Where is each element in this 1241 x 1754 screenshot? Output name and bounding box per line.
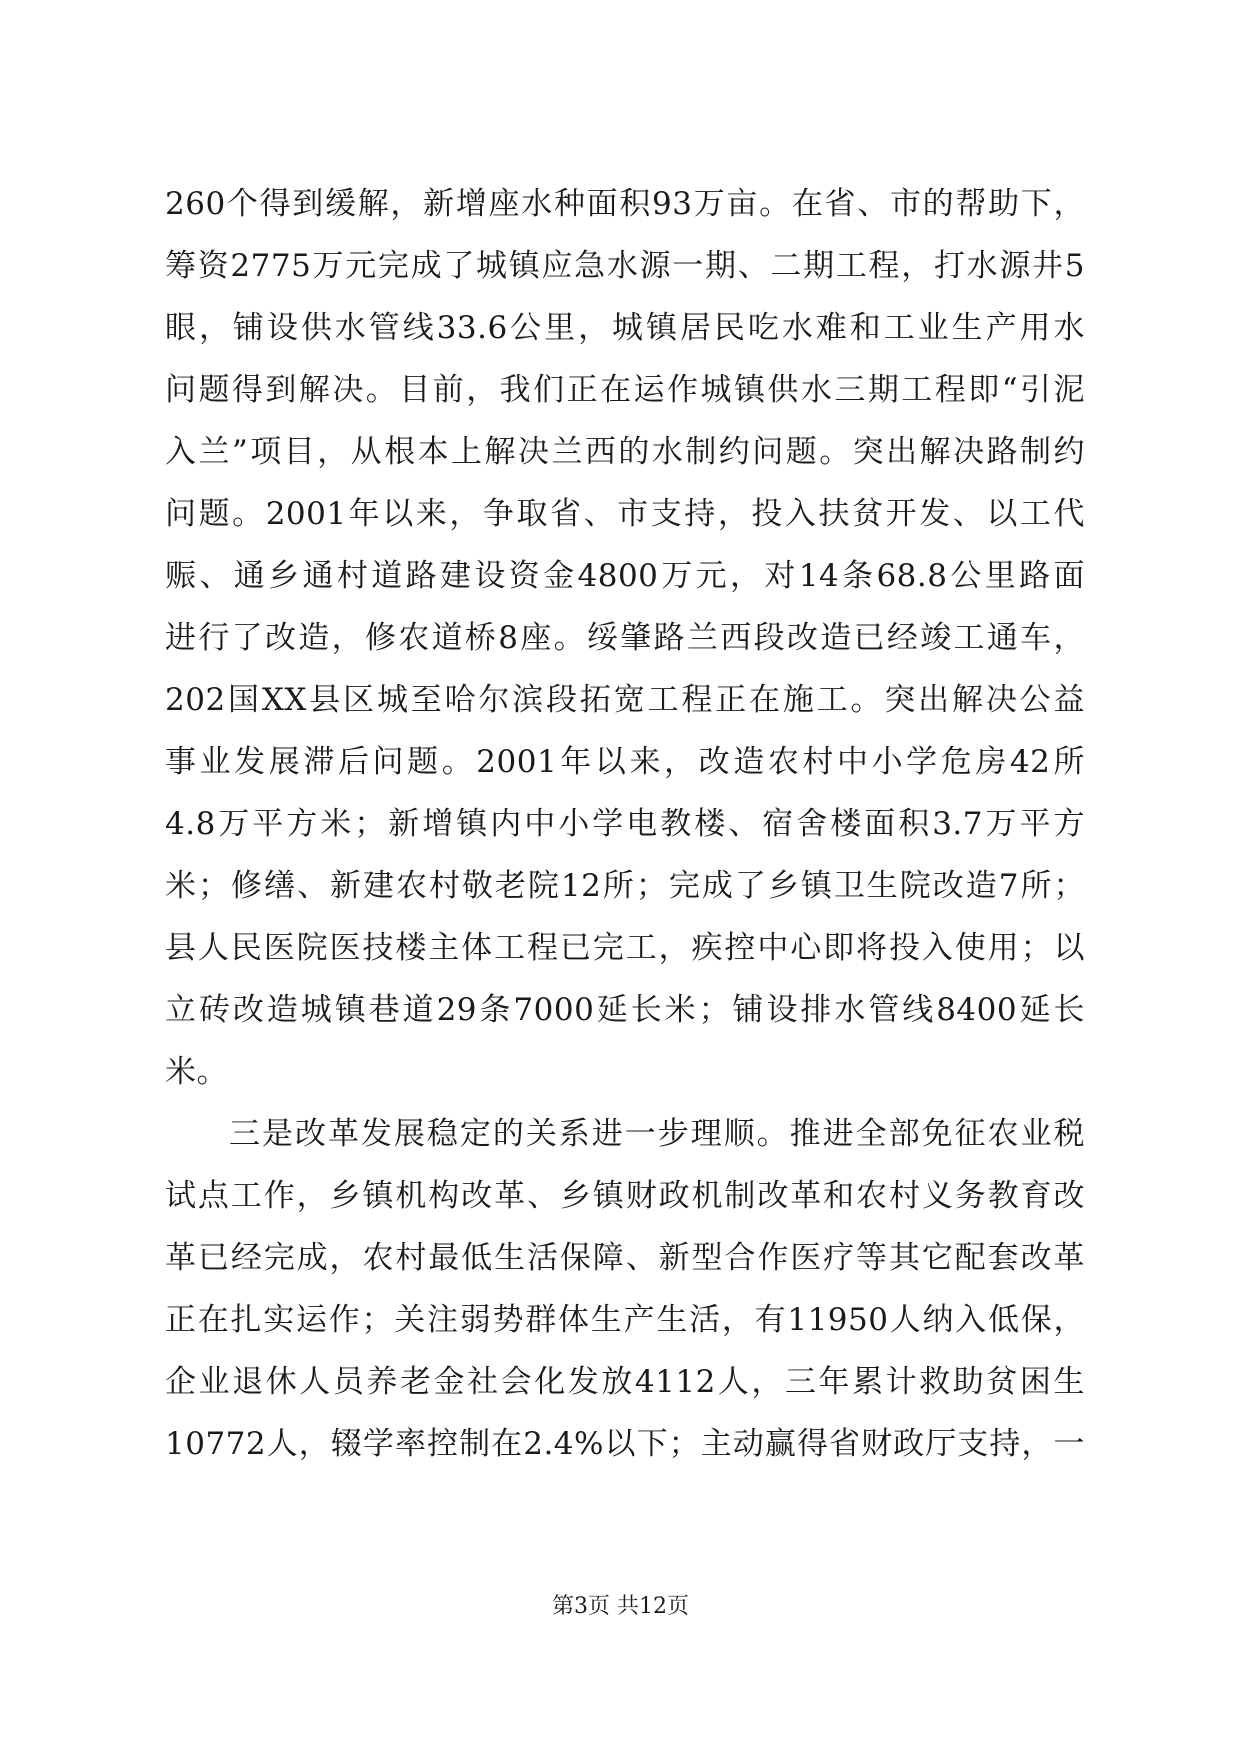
text-line: 正在扎实运作；关注弱势群体生产生活，有11950人纳入低保，	[165, 1302, 1085, 1338]
paragraph-first-line: 三是改革发展稳定的关系进一步理顺。推进全部免征农业税	[229, 1116, 1085, 1152]
text-line: 进行了改造，修农道桥8座。绥肇路兰西段改造已经竣工通车，	[165, 620, 1085, 656]
text-line: 赈、通乡通村道路建设资金4800万元，对14条68.8公里路面	[165, 558, 1085, 594]
body-text	[165, 173, 1085, 1475]
page-footer	[0, 1592, 1241, 1622]
text-line: 问题得到解决。目前，我们正在运作城镇供水三期工程即“引泥	[165, 372, 1085, 408]
text-line: 202国XX县区城至哈尔滨段拓宽工程正在施工。突出解决公益	[165, 682, 1085, 718]
text-line: 眼，铺设供水管线33.6公里，城镇居民吃水难和工业生产用水	[165, 310, 1085, 346]
text-line: 革已经完成，农村最低生活保障、新型合作医疗等其它配套改革	[165, 1240, 1085, 1276]
text-line: 事业发展滞后问题。2001年以来，改造农村中小学危房42所	[165, 744, 1085, 780]
text-line: 企业退休人员养老金社会化发放4112人，三年累计救助贫困生	[165, 1364, 1085, 1400]
text-line: 县人民医院医技楼主体工程已完工，疾控中心即将投入使用；以	[165, 930, 1085, 966]
text-line: 4.8万平方米；新增镇内中小学电教楼、宿舍楼面积3.7万平方	[165, 806, 1085, 842]
text-line: 入兰”项目，从根本上解决兰西的水制约问题。突出解决路制约	[165, 434, 1085, 470]
text-line: 米；修缮、新建农村敬老院12所；完成了乡镇卫生院改造7所；	[165, 868, 1085, 904]
text-line: 米。	[165, 1054, 228, 1090]
text-line: 筹资2775万元完成了城镇应急水源一期、二期工程，打水源井5	[165, 248, 1085, 284]
text-line: 立砖改造城镇巷道29条7000延长米；铺设排水管线8400延长	[165, 992, 1085, 1028]
text-line: 10772人，辍学率控制在2.4%以下；主动赢得省财政厅支持，一	[165, 1426, 1085, 1462]
text-line: 问题。2001年以来，争取省、市支持，投入扶贫开发、以工代	[165, 496, 1085, 532]
text-line: 试点工作，乡镇机构改革、乡镇财政机制改革和农村义务教育改	[165, 1178, 1085, 1214]
page-number: 第3页 共12页	[552, 1594, 689, 1619]
text-line: 260个得到缓解，新增座水种面积93万亩。在省、市的帮助下，	[165, 186, 1085, 222]
